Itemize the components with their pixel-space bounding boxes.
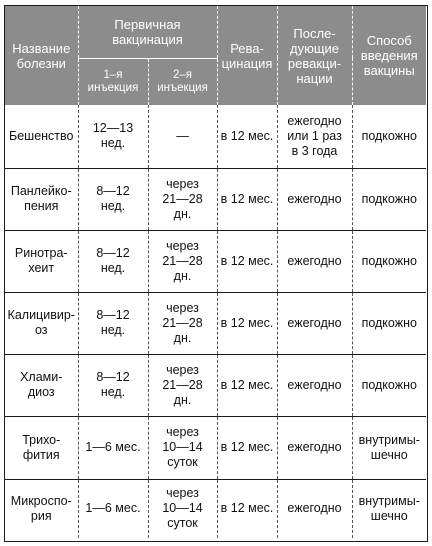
cell-revaccination: в 12 мес.: [217, 479, 277, 538]
cell-revaccination: в 12 мес.: [217, 354, 277, 416]
cell-second-injection: через 21—28 дн.: [148, 292, 217, 354]
cell-disease: Микроспо- рия: [5, 479, 78, 538]
table-row: [5, 230, 426, 292]
header-disease: Название болезни: [5, 6, 78, 105]
cell-method: подкожно: [352, 354, 426, 416]
cell-revaccination: в 12 мес.: [217, 105, 277, 168]
cell-subsequent: ежегодно: [277, 230, 352, 292]
cell-disease: Хлами- диоз: [5, 354, 78, 416]
header-first-injection: 1–я инъекция: [78, 58, 148, 105]
cell-subsequent: ежегодно: [277, 292, 352, 354]
table-row: [5, 105, 426, 168]
cell-second-injection: через 21—28 дн.: [148, 168, 217, 230]
table-row: [5, 416, 426, 479]
cell-first-injection: 1—6 мес.: [78, 416, 148, 479]
cell-first-injection: 1—6 мес.: [78, 479, 148, 538]
cell-subsequent: ежегодно: [277, 354, 352, 416]
cell-second-injection: через 10—14 суток: [148, 416, 217, 479]
header-primary-vaccination: Первичная вакцинация: [78, 6, 217, 58]
cell-first-injection: 8—12 нед.: [78, 354, 148, 416]
cell-second-injection: через 21—28 дн.: [148, 354, 217, 416]
cell-revaccination: в 12 мес.: [217, 168, 277, 230]
header-revaccination: Рева- цинация: [217, 6, 277, 105]
header-administration-method: Способ введения вакцины: [352, 6, 426, 105]
cell-subsequent: ежегодно: [277, 416, 352, 479]
vaccination-table-frame: [4, 5, 428, 542]
vaccination-table: [5, 6, 426, 538]
cell-second-injection: через 21—28 дн.: [148, 230, 217, 292]
table-row: [5, 168, 426, 230]
cell-disease: Калицивир- оз: [5, 292, 78, 354]
cell-subsequent: ежегодно: [277, 168, 352, 230]
table-row: [5, 354, 426, 416]
cell-disease: Бешенство: [5, 105, 78, 168]
cell-first-injection: 12—13 нед.: [78, 105, 148, 168]
cell-disease: Трихо- фития: [5, 416, 78, 479]
cell-subsequent: ежегодно или 1 раз в 3 года: [277, 105, 352, 168]
cell-first-injection: 8—12 нед.: [78, 292, 148, 354]
table-row: [5, 479, 426, 538]
header-subsequent-revaccinations: После- дующие ревакци- нации: [277, 6, 352, 105]
cell-disease: Ринотра- хеит: [5, 230, 78, 292]
cell-method: подкожно: [352, 230, 426, 292]
cell-disease: Панлейко- пения: [5, 168, 78, 230]
table-row: [5, 292, 426, 354]
cell-method: подкожно: [352, 292, 426, 354]
cell-revaccination: в 12 мес.: [217, 292, 277, 354]
cell-method: внутримы- шечно: [358, 493, 420, 523]
cell-subsequent: ежегодно: [277, 479, 352, 538]
cell-method: подкожно: [352, 105, 426, 168]
cell-first-injection: 8—12 нед.: [78, 168, 148, 230]
cell-second-injection: —: [148, 105, 217, 168]
cell-method: внутримы- шечно: [352, 416, 426, 479]
cell-revaccination: в 12 мес.: [217, 230, 277, 292]
cell-first-injection: 8—12 нед.: [78, 230, 148, 292]
cell-method: подкожно: [352, 168, 426, 230]
cell-second-injection: через 10—14 суток: [148, 479, 217, 538]
cell-revaccination: в 12 мес.: [217, 416, 277, 479]
header-second-injection: 2–я инъекция: [148, 58, 217, 105]
